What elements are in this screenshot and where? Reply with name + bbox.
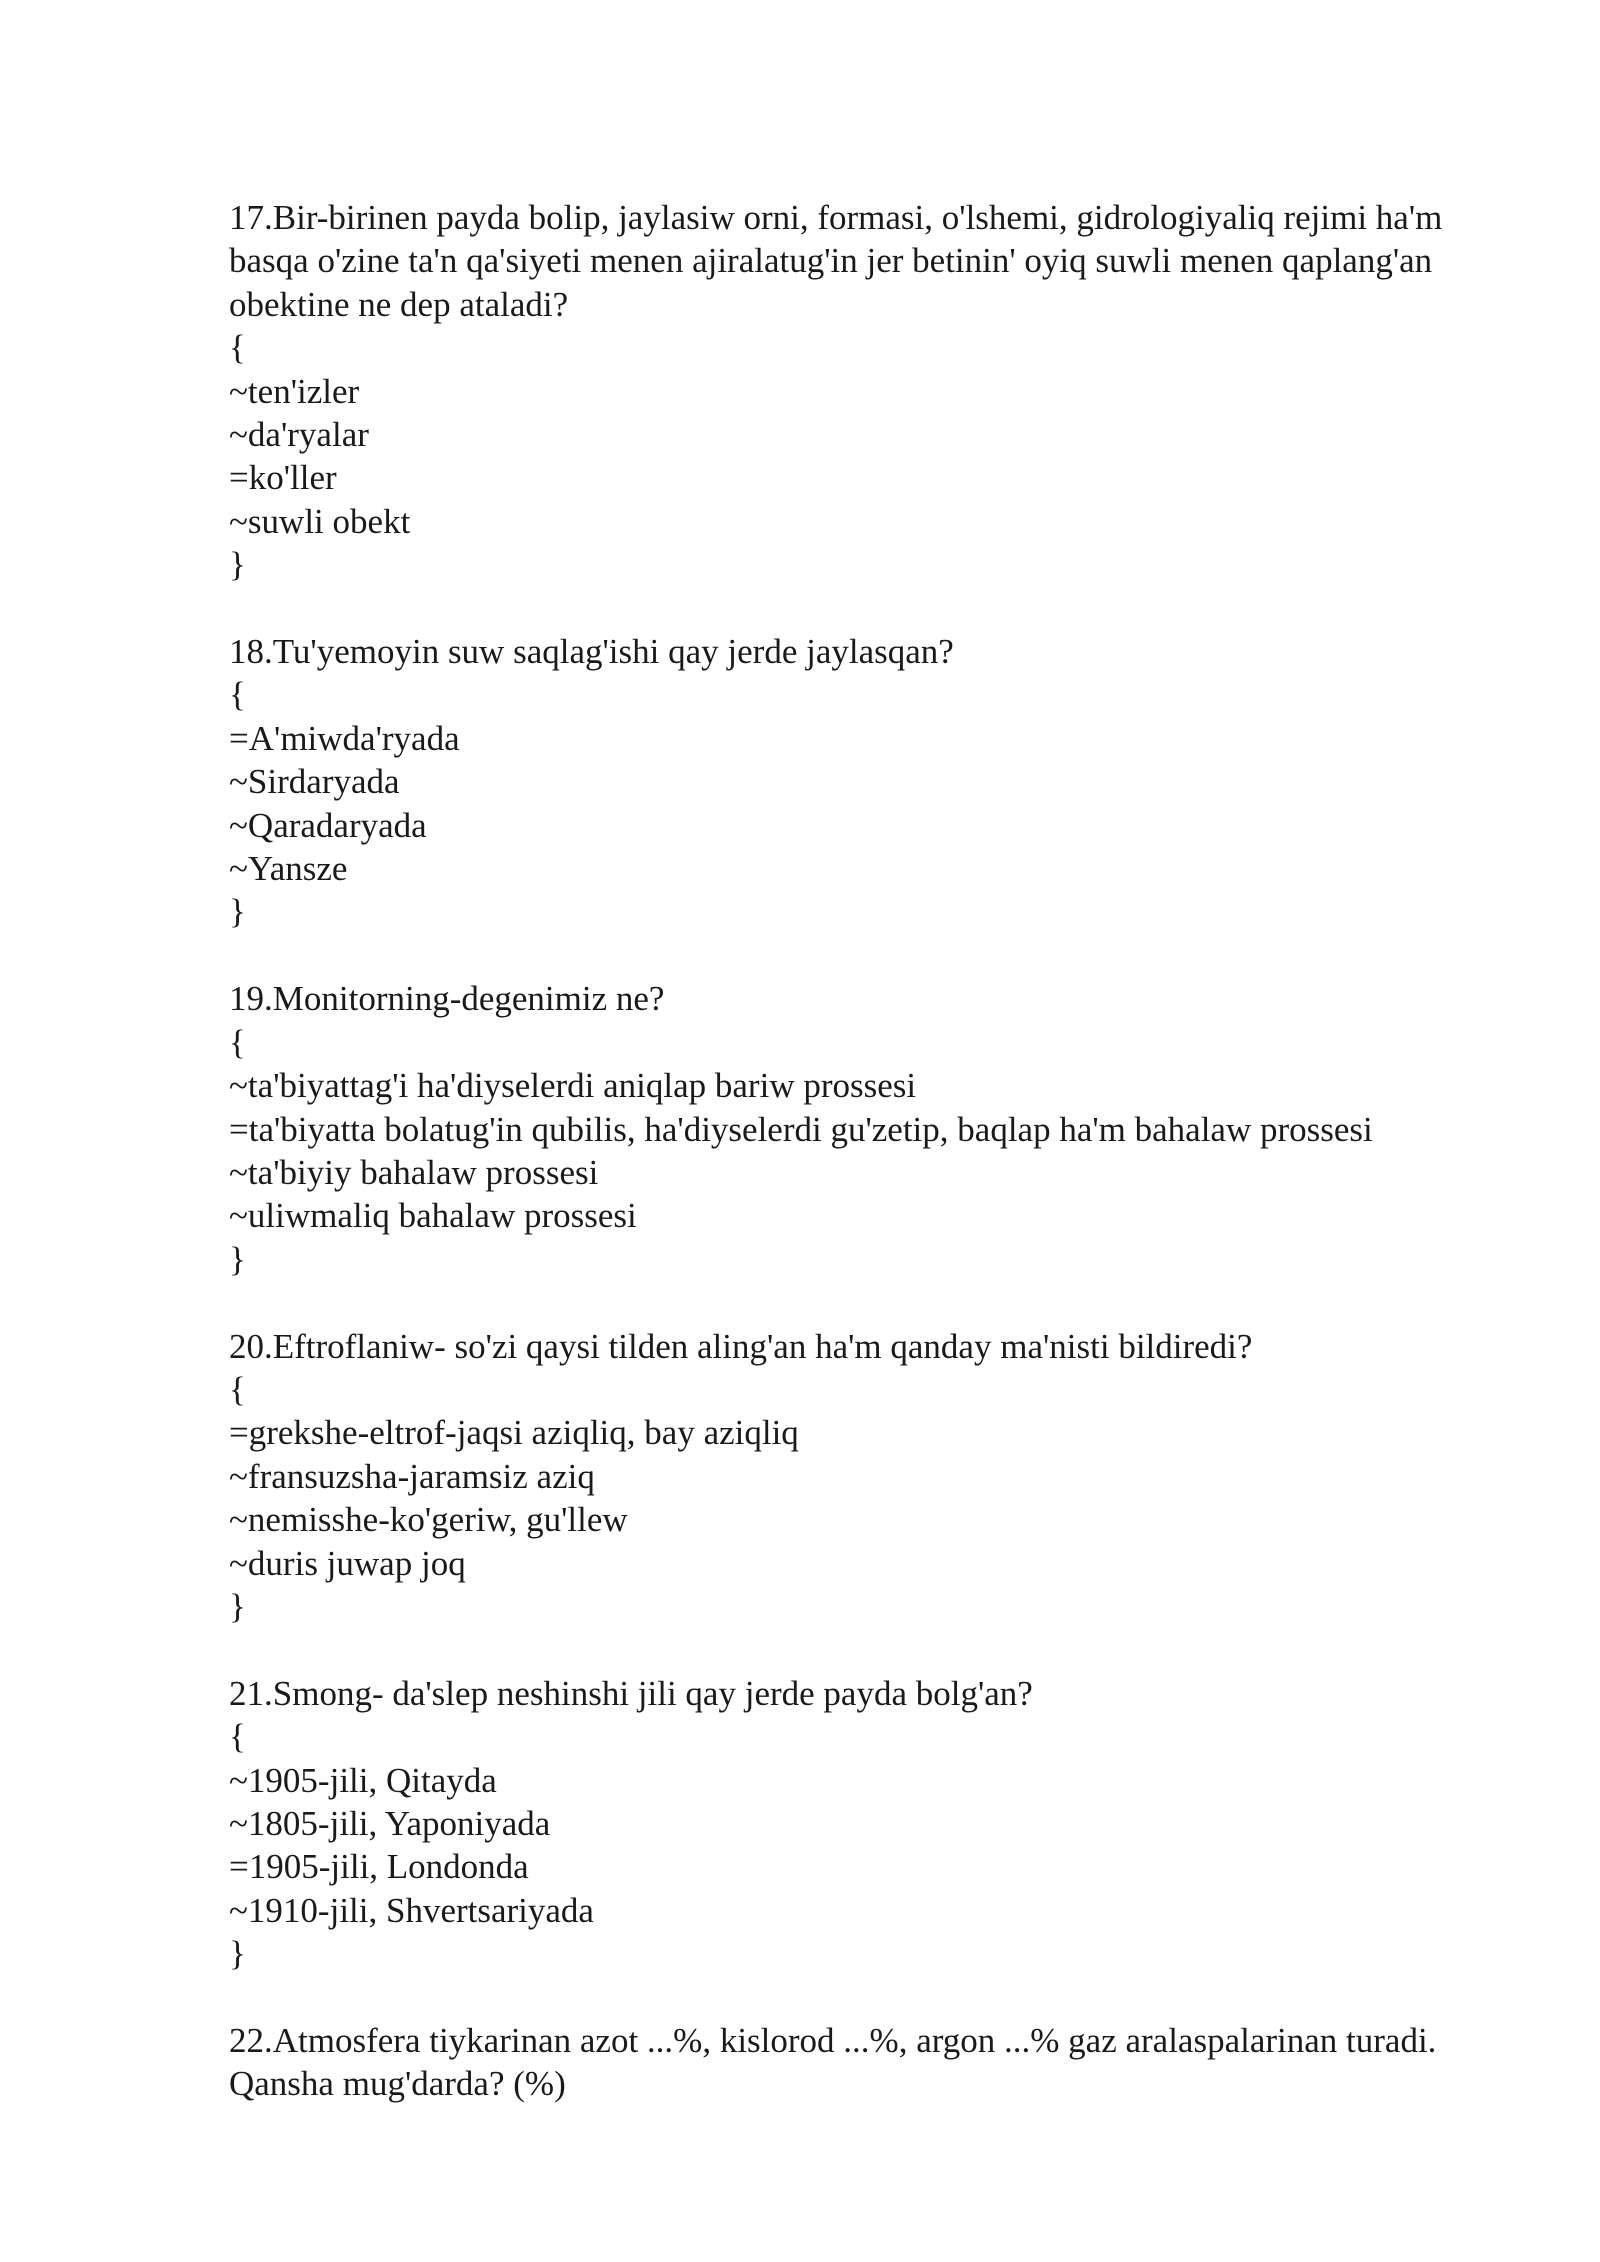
close-brace: } bbox=[229, 1239, 246, 1279]
answer-option: ~suwli obekt bbox=[229, 501, 411, 541]
answer-option: ~duris juwap joq bbox=[229, 1543, 466, 1583]
question-20 bbox=[229, 1325, 1529, 1629]
open-brace: { bbox=[229, 1717, 246, 1757]
close-brace: } bbox=[229, 1934, 246, 1974]
answer-option-correct: =ko'ller bbox=[229, 458, 337, 498]
answer-option: ~Qaradaryada bbox=[229, 805, 427, 845]
answer-option: ~da'ryalar bbox=[229, 415, 369, 455]
open-brace: { bbox=[229, 675, 246, 715]
close-brace: } bbox=[229, 545, 246, 585]
answer-option: ~ta'biyiy bahalaw prossesi bbox=[229, 1152, 599, 1192]
question-18 bbox=[229, 630, 1529, 934]
question-text: 18.Tu'yemoyin suw saqlag'ishi qay jerde jaylasqan? bbox=[229, 632, 954, 672]
answer-option: ~1805-jili, Yaponiyada bbox=[229, 1803, 551, 1843]
answer-option: ~1910-jili, Shvertsariyada bbox=[229, 1890, 594, 1930]
answer-option-correct: =ta'biyatta bolatug'in qubilis, ha'diyselerdi gu'zetip, baqlap ha'm bahalaw prossesi bbox=[229, 1109, 1373, 1149]
answer-option: ~ta'biyattag'i ha'diyselerdi aniqlap bariw prossesi bbox=[229, 1066, 917, 1106]
answer-option-correct: =grekshe-eltrof-jaqsi aziqliq, bay aziqliq bbox=[229, 1413, 799, 1453]
answer-option-correct: =A'miwda'ryada bbox=[229, 718, 460, 758]
answer-option: ~Yansze bbox=[229, 849, 348, 889]
answer-option-correct: =1905-jili, Londonda bbox=[229, 1847, 529, 1887]
answer-option: ~nemisshe-ko'geriw, gu'llew bbox=[229, 1500, 628, 1540]
question-22 bbox=[229, 2019, 1529, 2106]
question-text: 22.Atmosfera tiykarinan azot ...%, kislorod ...%, argon ...% gaz aralaspalarinan turadi. Qansha mug'darda? (%) bbox=[229, 2020, 1437, 2104]
open-brace: { bbox=[229, 1369, 246, 1409]
close-brace: } bbox=[229, 1586, 246, 1626]
close-brace: } bbox=[229, 892, 246, 932]
question-text: 20.Eftroflaniw- so'zi qaysi tilden aling'an ha'm qanday ma'nisti bildiredi? bbox=[229, 1326, 1253, 1366]
answer-option: ~Sirdaryada bbox=[229, 762, 400, 802]
test-questions bbox=[229, 196, 1529, 2149]
answer-option: ~uliwmaliq bahalaw prossesi bbox=[229, 1196, 637, 1236]
answer-option: ~fransuzsha-jaramsiz aziq bbox=[229, 1456, 595, 1496]
question-text: 17.Bir-birinen payda bolip, jaylasiw orni, formasi, o'lshemi, gidrologiyaliq rejimi ha'm basqa o'zine ta'n qa'siyeti menen ajiralatug'in jer betinin' oyiq suwli menen qaplang'an obektine ne dep ataladi? bbox=[229, 198, 1443, 324]
question-21 bbox=[229, 1672, 1529, 1976]
question-17 bbox=[229, 196, 1529, 587]
question-text: 21.Smong- da'slep neshinshi jili qay jerde payda bolg'an? bbox=[229, 1673, 1033, 1713]
answer-option: ~ten'izler bbox=[229, 371, 360, 411]
answer-option: ~1905-jili, Qitayda bbox=[229, 1760, 497, 1800]
question-19 bbox=[229, 977, 1529, 1281]
question-text: 19.Monitorning-degenimiz ne? bbox=[229, 979, 665, 1019]
open-brace: { bbox=[229, 328, 246, 368]
open-brace: { bbox=[229, 1022, 246, 1062]
